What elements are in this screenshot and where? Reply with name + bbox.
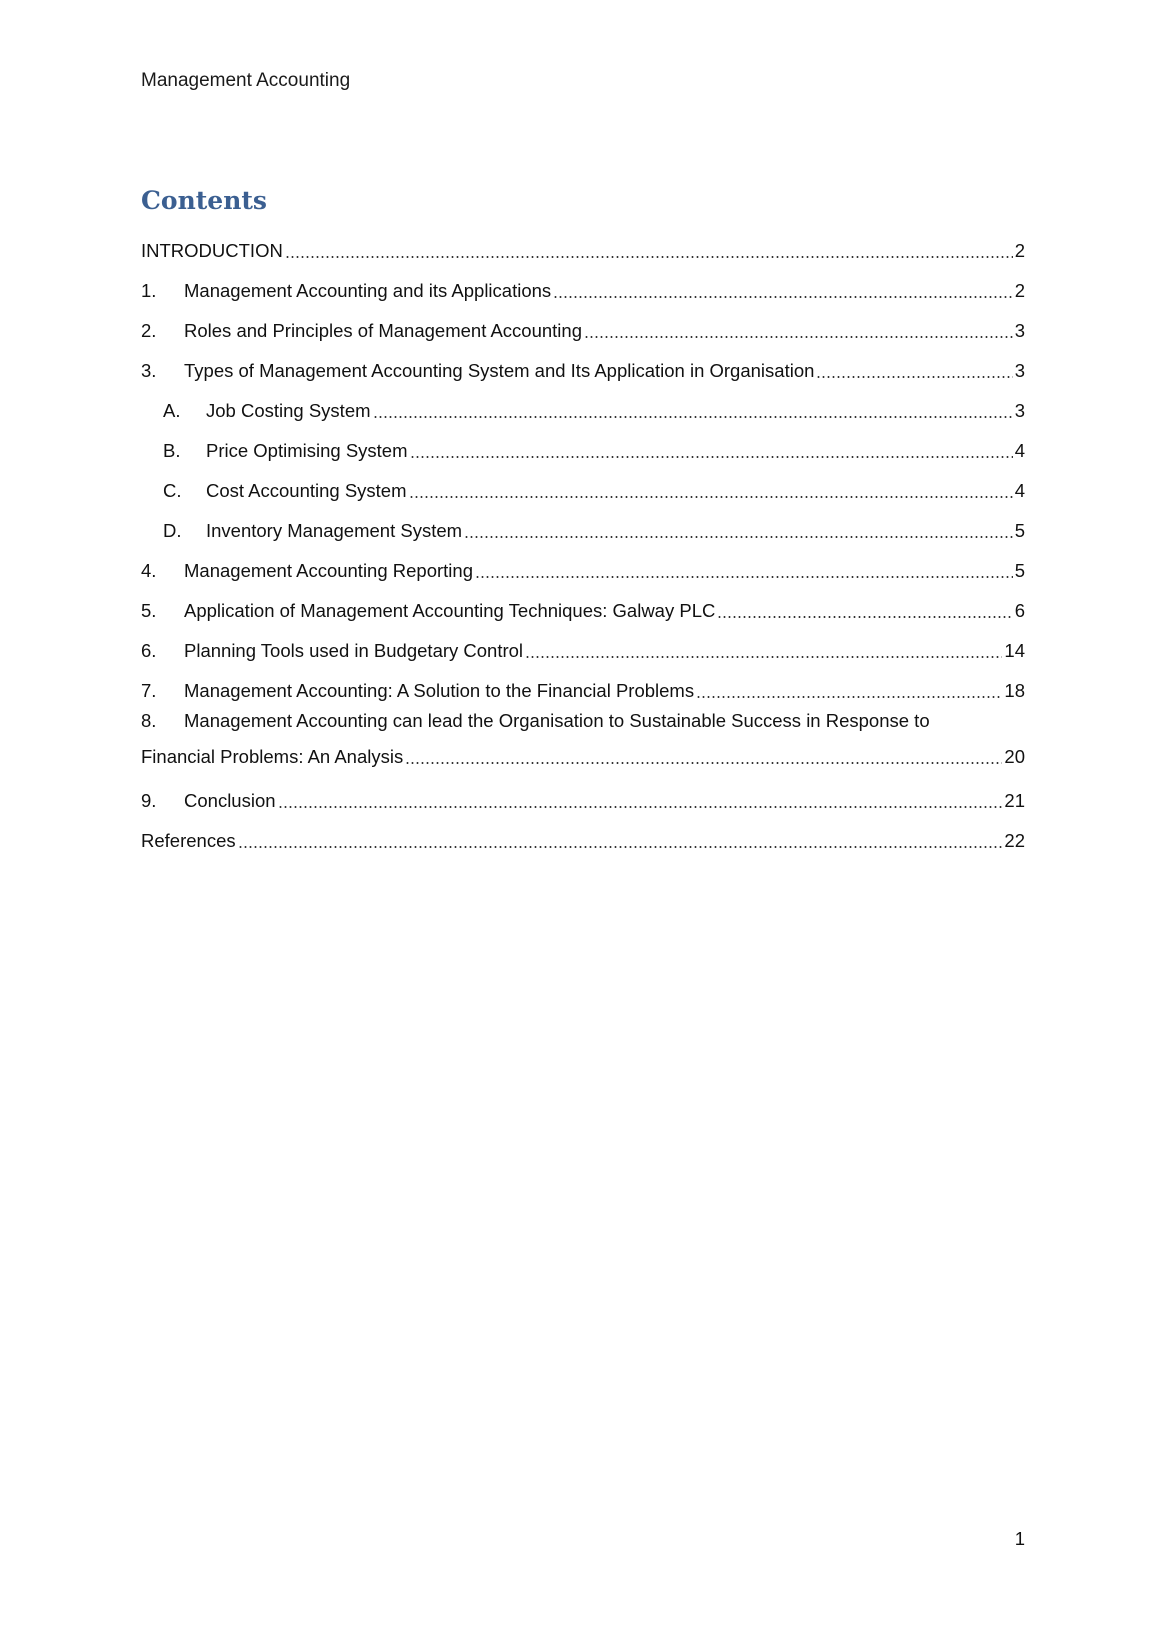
toc-entry-text: Conclusion [184, 790, 276, 811]
toc-entry-number: 5. [141, 600, 157, 621]
toc-entry-text: Application of Management Accounting Techniques: Galway PLC [184, 600, 716, 621]
toc-entry-number: 3. [141, 360, 157, 381]
toc-entry-page: 18 [1004, 680, 1025, 701]
toc-leader-dots [405, 762, 1002, 764]
toc-entry-text: Management Accounting Reporting [184, 560, 473, 581]
toc-entry-references[interactable] [141, 814, 1025, 854]
toc-leader-dots [373, 416, 1013, 418]
toc-entry-text: Planning Tools used in Budgetary Control [184, 640, 524, 661]
toc-entry-text: Management Accounting and its Applications [184, 280, 552, 301]
toc-entry-3b[interactable] [141, 424, 1025, 464]
toc-heading: Contents [141, 186, 268, 215]
toc-entry-number: 2. [141, 320, 157, 341]
toc-entry-number: 1. [141, 280, 157, 301]
toc-entry-3[interactable] [141, 344, 1025, 384]
toc-entry-text: Job Costing System [206, 400, 371, 421]
toc-entry-number: B. [163, 440, 181, 461]
toc-entry-text: Management Accounting: A Solution to the Financial Problems [184, 680, 695, 701]
toc-entry-7[interactable] [141, 664, 1025, 704]
toc-entry-page: 14 [1004, 640, 1025, 661]
toc-entry-6[interactable] [141, 624, 1025, 664]
toc-entry-page: 6 [1014, 600, 1025, 621]
toc-entry-text: References [141, 830, 236, 851]
toc-entry-text: Types of Management Accounting System and Its Application in Organisation [184, 360, 815, 381]
toc-entry-page: 3 [1014, 320, 1025, 341]
toc-entry-1[interactable] [141, 264, 1025, 304]
toc-leader-dots [525, 656, 1002, 658]
toc-entry-second-line [141, 734, 1025, 770]
toc-entry-introduction[interactable] [141, 238, 1025, 264]
toc-entry-page: 5 [1014, 560, 1025, 581]
toc-entry-number: 4. [141, 560, 157, 581]
toc-entry-text: Cost Accounting System [206, 480, 407, 501]
toc-leader-dots [816, 376, 1012, 378]
toc-entry-3a[interactable] [141, 384, 1025, 424]
toc-entry-text: INTRODUCTION [141, 240, 283, 261]
toc-leader-dots [475, 576, 1013, 578]
toc-leader-dots [238, 846, 1003, 848]
toc-entry-3d[interactable] [141, 504, 1025, 544]
toc-leader-dots [696, 696, 1002, 698]
toc-entry-number: 8. [141, 710, 157, 731]
toc-entry-number: A. [163, 400, 181, 421]
toc-entry-page: 3 [1014, 360, 1025, 381]
toc-entry-text-continued: Financial Problems: An Analysis [141, 746, 404, 767]
toc-entry-number: C. [163, 480, 182, 501]
toc-leader-dots [464, 536, 1013, 538]
toc-leader-dots [410, 456, 1013, 458]
toc-entry-page: 22 [1004, 830, 1025, 851]
toc-entry-first-line [141, 704, 1025, 734]
toc-entry-page: 2 [1014, 240, 1025, 261]
toc-entry-number: 7. [141, 680, 157, 701]
toc-entry-text: Inventory Management System [206, 520, 463, 541]
toc-entry-4[interactable] [141, 544, 1025, 584]
toc-entry-page: 3 [1014, 400, 1025, 421]
toc-entry-number: D. [163, 520, 182, 541]
toc-entry-number: 9. [141, 790, 157, 811]
toc-entry-3c[interactable] [141, 464, 1025, 504]
toc-entry-page: 5 [1014, 520, 1025, 541]
toc-entry-text: Management Accounting can lead the Organisation to Sustainable Success in Response to [184, 710, 930, 731]
toc-entry-8[interactable] [141, 704, 1025, 774]
toc-leader-dots [409, 496, 1013, 498]
toc-entry-page: 4 [1014, 440, 1025, 461]
toc-entry-text: Price Optimising System [206, 440, 408, 461]
toc-leader-dots [285, 256, 1013, 258]
toc-entry-5[interactable] [141, 584, 1025, 624]
toc-leader-dots [584, 336, 1013, 338]
toc-entry-page: 21 [1004, 790, 1025, 811]
toc-entry-text: Roles and Principles of Management Accounting [184, 320, 582, 341]
toc-entry-page: 20 [1004, 746, 1025, 767]
toc-entry-page: 2 [1014, 280, 1025, 301]
toc-leader-dots [278, 806, 1003, 808]
page-number: 1 [1014, 1528, 1025, 1549]
table-of-contents [141, 238, 1025, 854]
toc-entry-page: 4 [1014, 480, 1025, 501]
page-header: Management Accounting [141, 70, 351, 91]
toc-leader-dots [717, 616, 1012, 618]
toc-entry-2[interactable] [141, 304, 1025, 344]
toc-leader-dots [553, 296, 1013, 298]
toc-entry-number: 6. [141, 640, 157, 661]
toc-entry-9[interactable] [141, 774, 1025, 814]
